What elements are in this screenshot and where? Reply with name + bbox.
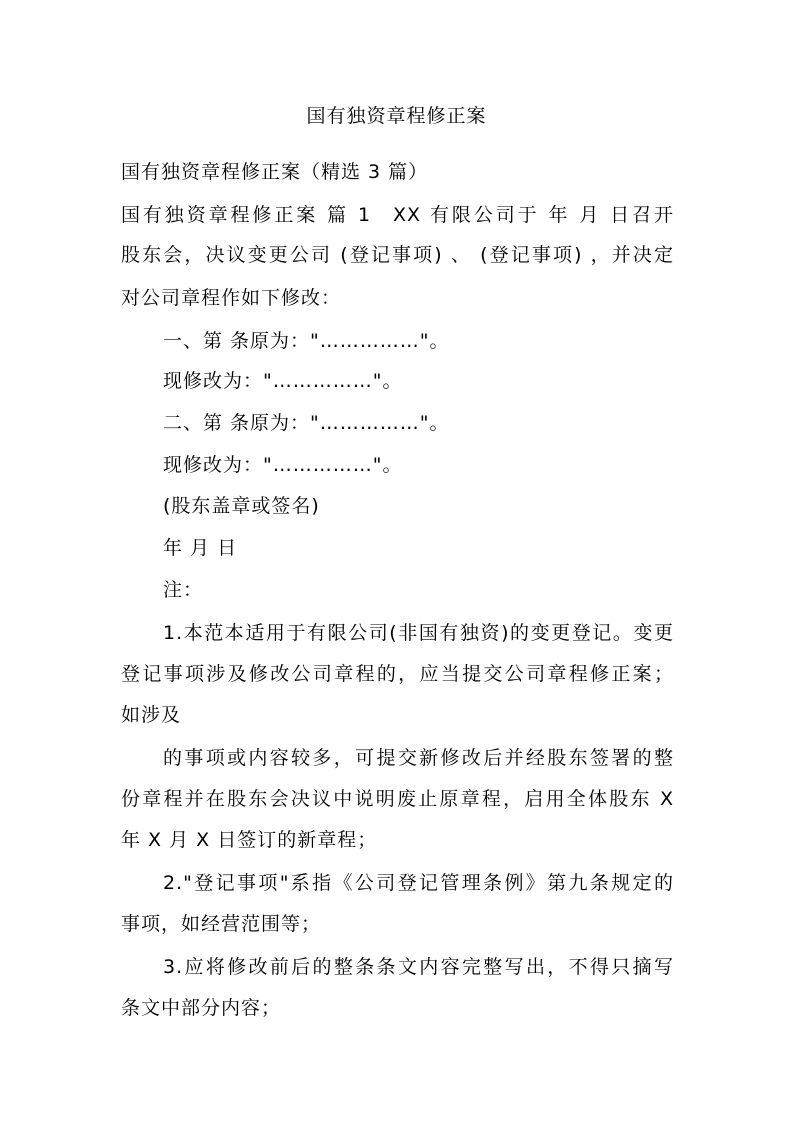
note-1-cont-line-1: 的事项或内容较多，可提交新修改后并经股东签署的整 xyxy=(163,747,674,769)
note-1-cont-line-2: 份章程并在股东会决议中说明废止原章程，启用全体股东 X xyxy=(121,788,674,810)
paragraph-1-line-3: 对公司章程作如下修改： xyxy=(121,287,342,309)
note-1-line-3: 如涉及 xyxy=(121,704,182,726)
paragraph-1-line-2: 股东会，决议变更公司 (登记事项) 、 (登记事项) ，并决定 xyxy=(121,244,674,266)
paragraph-1-text: XX 有限公司于 年 月 日召开 xyxy=(393,204,674,226)
note-1-line-2: 登记事项涉及修改公司章程的，应当提交公司章程修正案； xyxy=(121,663,674,685)
amendment-item-1-original: 一、第 条原为："……………"。 xyxy=(163,330,450,352)
amendment-item-1-revised: 现修改为："……………"。 xyxy=(163,370,403,392)
amendment-item-2-revised: 现修改为："……………"。 xyxy=(163,454,403,476)
document-title: 国有独资章程修正案 xyxy=(306,105,487,127)
section-heading: 国有独资章程修正案 篇 1 xyxy=(121,204,372,226)
note-1-line-1: 1.本范本适用于有限公司(非国有独资)的变更登记。变更 xyxy=(163,622,674,644)
signature-line: (股东盖章或签名) xyxy=(163,495,320,517)
document-subtitle: 国有独资章程修正案（精选 3 篇） xyxy=(121,161,429,183)
notes-heading: 注： xyxy=(163,579,204,601)
paragraph-1-line-1 xyxy=(121,200,674,230)
note-2-line-1: 2."登记事项"系指《公司登记管理条例》第九条规定的 xyxy=(163,872,674,894)
note-3-line-1: 3.应将修改前后的整条条文内容完整写出，不得只摘写 xyxy=(163,956,674,978)
note-1-cont-line-3: 年 X 月 X 日签订的新章程； xyxy=(121,829,378,851)
date-line: 年 月 日 xyxy=(163,537,238,559)
note-2-line-2: 事项，如经营范围等； xyxy=(121,913,322,935)
note-3-line-2: 条文中部分内容； xyxy=(121,997,282,1019)
amendment-item-2-original: 二、第 条原为："……………"。 xyxy=(163,412,450,434)
